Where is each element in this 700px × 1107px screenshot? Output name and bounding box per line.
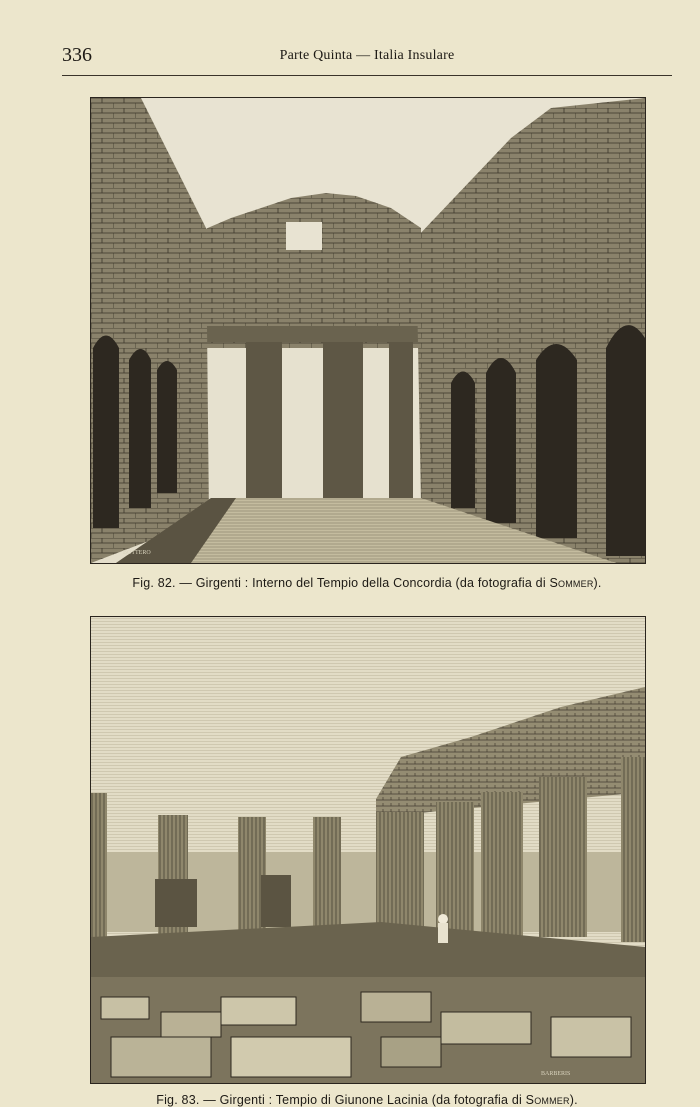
giunone-lacinia-illustration — [91, 617, 645, 1083]
figure-82-caption — [62, 576, 672, 590]
caption-credit: Sommer — [525, 1093, 570, 1107]
caption-end: ). — [593, 576, 602, 590]
caption-credit: Sommer — [549, 576, 594, 590]
caption-text: Fig. 82. — Girgenti : Interno del Tempio della Concordia (da fotografia di — [132, 576, 550, 590]
engraver-signature: BOTTERO — [123, 550, 151, 556]
engraver-signature: BARBERIS — [541, 1071, 571, 1077]
figure-83-caption — [62, 1093, 672, 1107]
page-number: 336 — [62, 44, 92, 66]
page-header — [62, 44, 672, 70]
header-rule — [62, 75, 672, 76]
figure-83-engraving — [90, 616, 646, 1084]
caption-text: Fig. 83. — Girgenti : Tempio di Giunone Lacinia (da fotografia di — [156, 1093, 526, 1107]
concordia-interior-illustration — [91, 98, 645, 563]
caption-end: ). — [569, 1093, 578, 1107]
figure-82-engraving — [90, 97, 646, 564]
running-title: Parte Quinta — Italia Insulare — [279, 48, 455, 63]
